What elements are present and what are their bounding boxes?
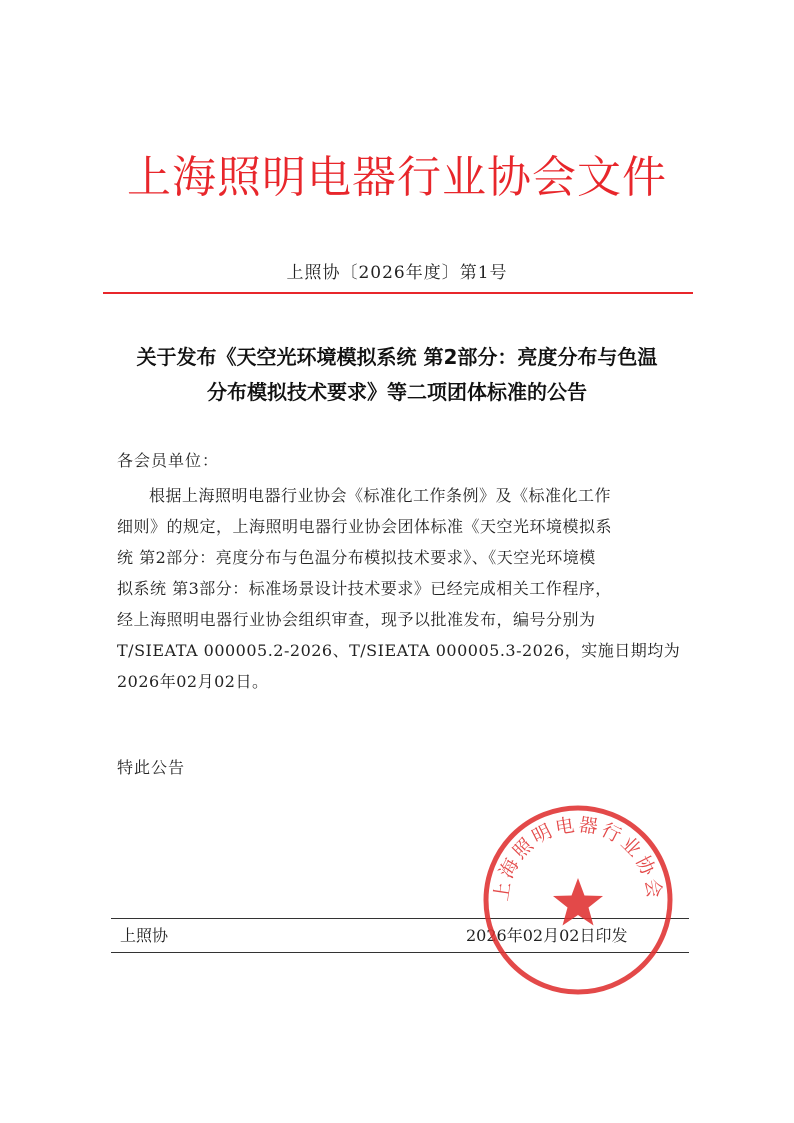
body-line: T/SIEATA 000005.2-2026、T/SIEATA 000005.3-2026，实施日期均为 xyxy=(117,641,681,660)
body-line: 细则》的规定，上海照明电器行业协会团体标准《天空光环境模拟系 xyxy=(117,517,613,536)
document-number: 上照协〔2026年度〕第1号 xyxy=(286,263,508,283)
star-icon xyxy=(553,878,603,926)
body-line: 拟系统 第3部分：标准场景设计技术要求》已经完成相关工作程序， xyxy=(117,579,612,598)
title-line: 分布模拟技术要求》等二项团体标准的公告 xyxy=(207,380,587,404)
announcement-body xyxy=(117,480,687,697)
body-line: 根据上海照明电器行业协会《标准化工作条例》及《标准化工作 xyxy=(149,486,612,505)
document-header-title: 上海照明电器行业协会文件 xyxy=(127,152,667,203)
title-line: 关于发布《天空光环境模拟系统 第2部分：亮度分布与色温 xyxy=(136,345,658,369)
header-divider xyxy=(103,292,693,294)
footer-issuer: 上照协 xyxy=(120,926,169,945)
body-line: 统 第2部分：亮度分布与色温分布模拟技术要求》、《天空光环境模 xyxy=(117,548,596,567)
closing-remark: 特此公告 xyxy=(117,758,186,777)
body-line: 经上海照明电器行业协会组织审查，现予以批准发布，编号分别为 xyxy=(117,610,596,629)
body-line: 2026年02月02日。 xyxy=(117,672,269,691)
footer-print-date: 2026年02月02日印发 xyxy=(466,926,628,945)
salutation: 各会员单位： xyxy=(117,451,220,470)
announcement-title xyxy=(100,340,694,410)
official-seal xyxy=(478,800,678,1000)
seal-text: 上海照明电器行业协会 xyxy=(490,813,666,903)
